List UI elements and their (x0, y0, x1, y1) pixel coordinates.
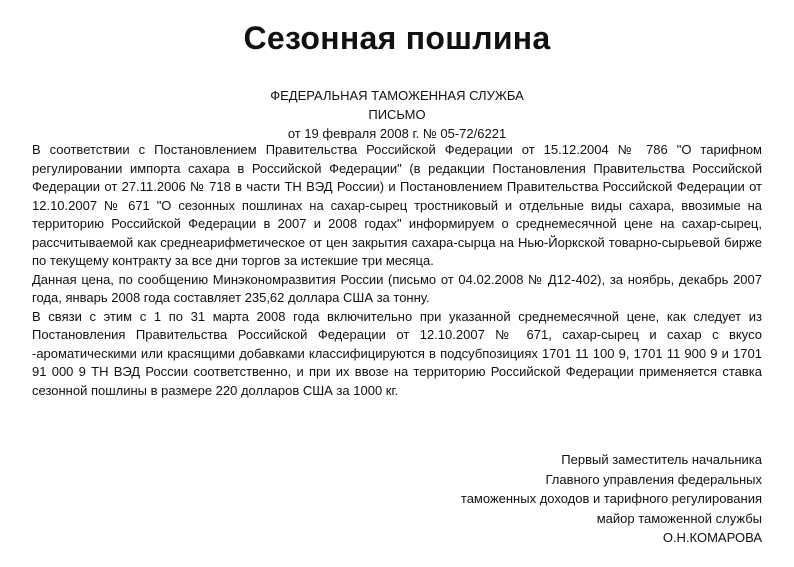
page-title: Сезонная пошлина (243, 20, 551, 56)
signer-rank: майор таможенной службы (596, 510, 762, 526)
agency-name: ФЕДЕРАЛЬНАЯ ТАМОЖЕННАЯ СЛУЖБА (270, 88, 524, 103)
document-date-number: от 19 февраля 2008 г. № 05-72/6221 (287, 126, 507, 141)
signer-position-line-1: Первый заместитель начальника (561, 452, 762, 467)
signature-block (262, 450, 762, 548)
letter-header (0, 86, 794, 143)
paragraph-duty-rate: В связи с этим с 1 по 31 марта 2008 года включительно при указанной среднемесячной цене, как следует из Постановления Правительства Российской Федерации от 12.10.2007 № 671, сахар-сырец и сахар с вкусо -ароматическими или красящими добавками классифицируются в подсубпозициях 1701 11 100 9, 1701 11 900 9 и 1701 91 000 9 ТН ВЭД России соответственно, и при их ввозе на территорию Российской Федерации применяется ставка сезонной пошлины в размере 220 долларов США за 1000 кг. (32, 308, 762, 398)
signer-name: О.Н.КОМАРОВА (662, 530, 762, 545)
document-type: ПИСЬМО (368, 107, 426, 122)
paragraph-regulations: В соответствии с Постановлением Правительства Российской Федерации от 15.12.2004 № 786 "О тарифном регулировании импорта сахара в Российской Федерации" (в редакции Постановления Правительства Российской Федерации от 27.11.2006 № 718 в части ТН ВЭД России) и Постановлением Правительства Российской Федерации от 12.10.2007 № 671 "О сезонных пошлинах на сахар-сырец тростниковый и отдельные виды сахара, ввозимые на территорию Российской Федерации в 2007 и 2008 годах" информируем о среднемесячной цене на сахар-сырец, рассчитываемой как среднеарифметическое от цен закрытия сахара-сырца на Нью-Йоркской товарно-сырьевой бирже по текущему контракту за все дни торгов за истекшие три месяца. (32, 142, 762, 268)
paragraph-price: Данная цена, по сообщению Минэкономразвития России (письмо от 04.02.2008 № Д12-402), за ноябрь, декабрь 2007 года, январь 2008 года составляет 235,62 доллара США за тонну. (32, 271, 762, 305)
letter-body (32, 141, 762, 400)
signer-position-line-3: таможенных доходов и тарифного регулирования (460, 491, 762, 506)
signer-position-line-2: Главного управления федеральных (545, 471, 762, 487)
